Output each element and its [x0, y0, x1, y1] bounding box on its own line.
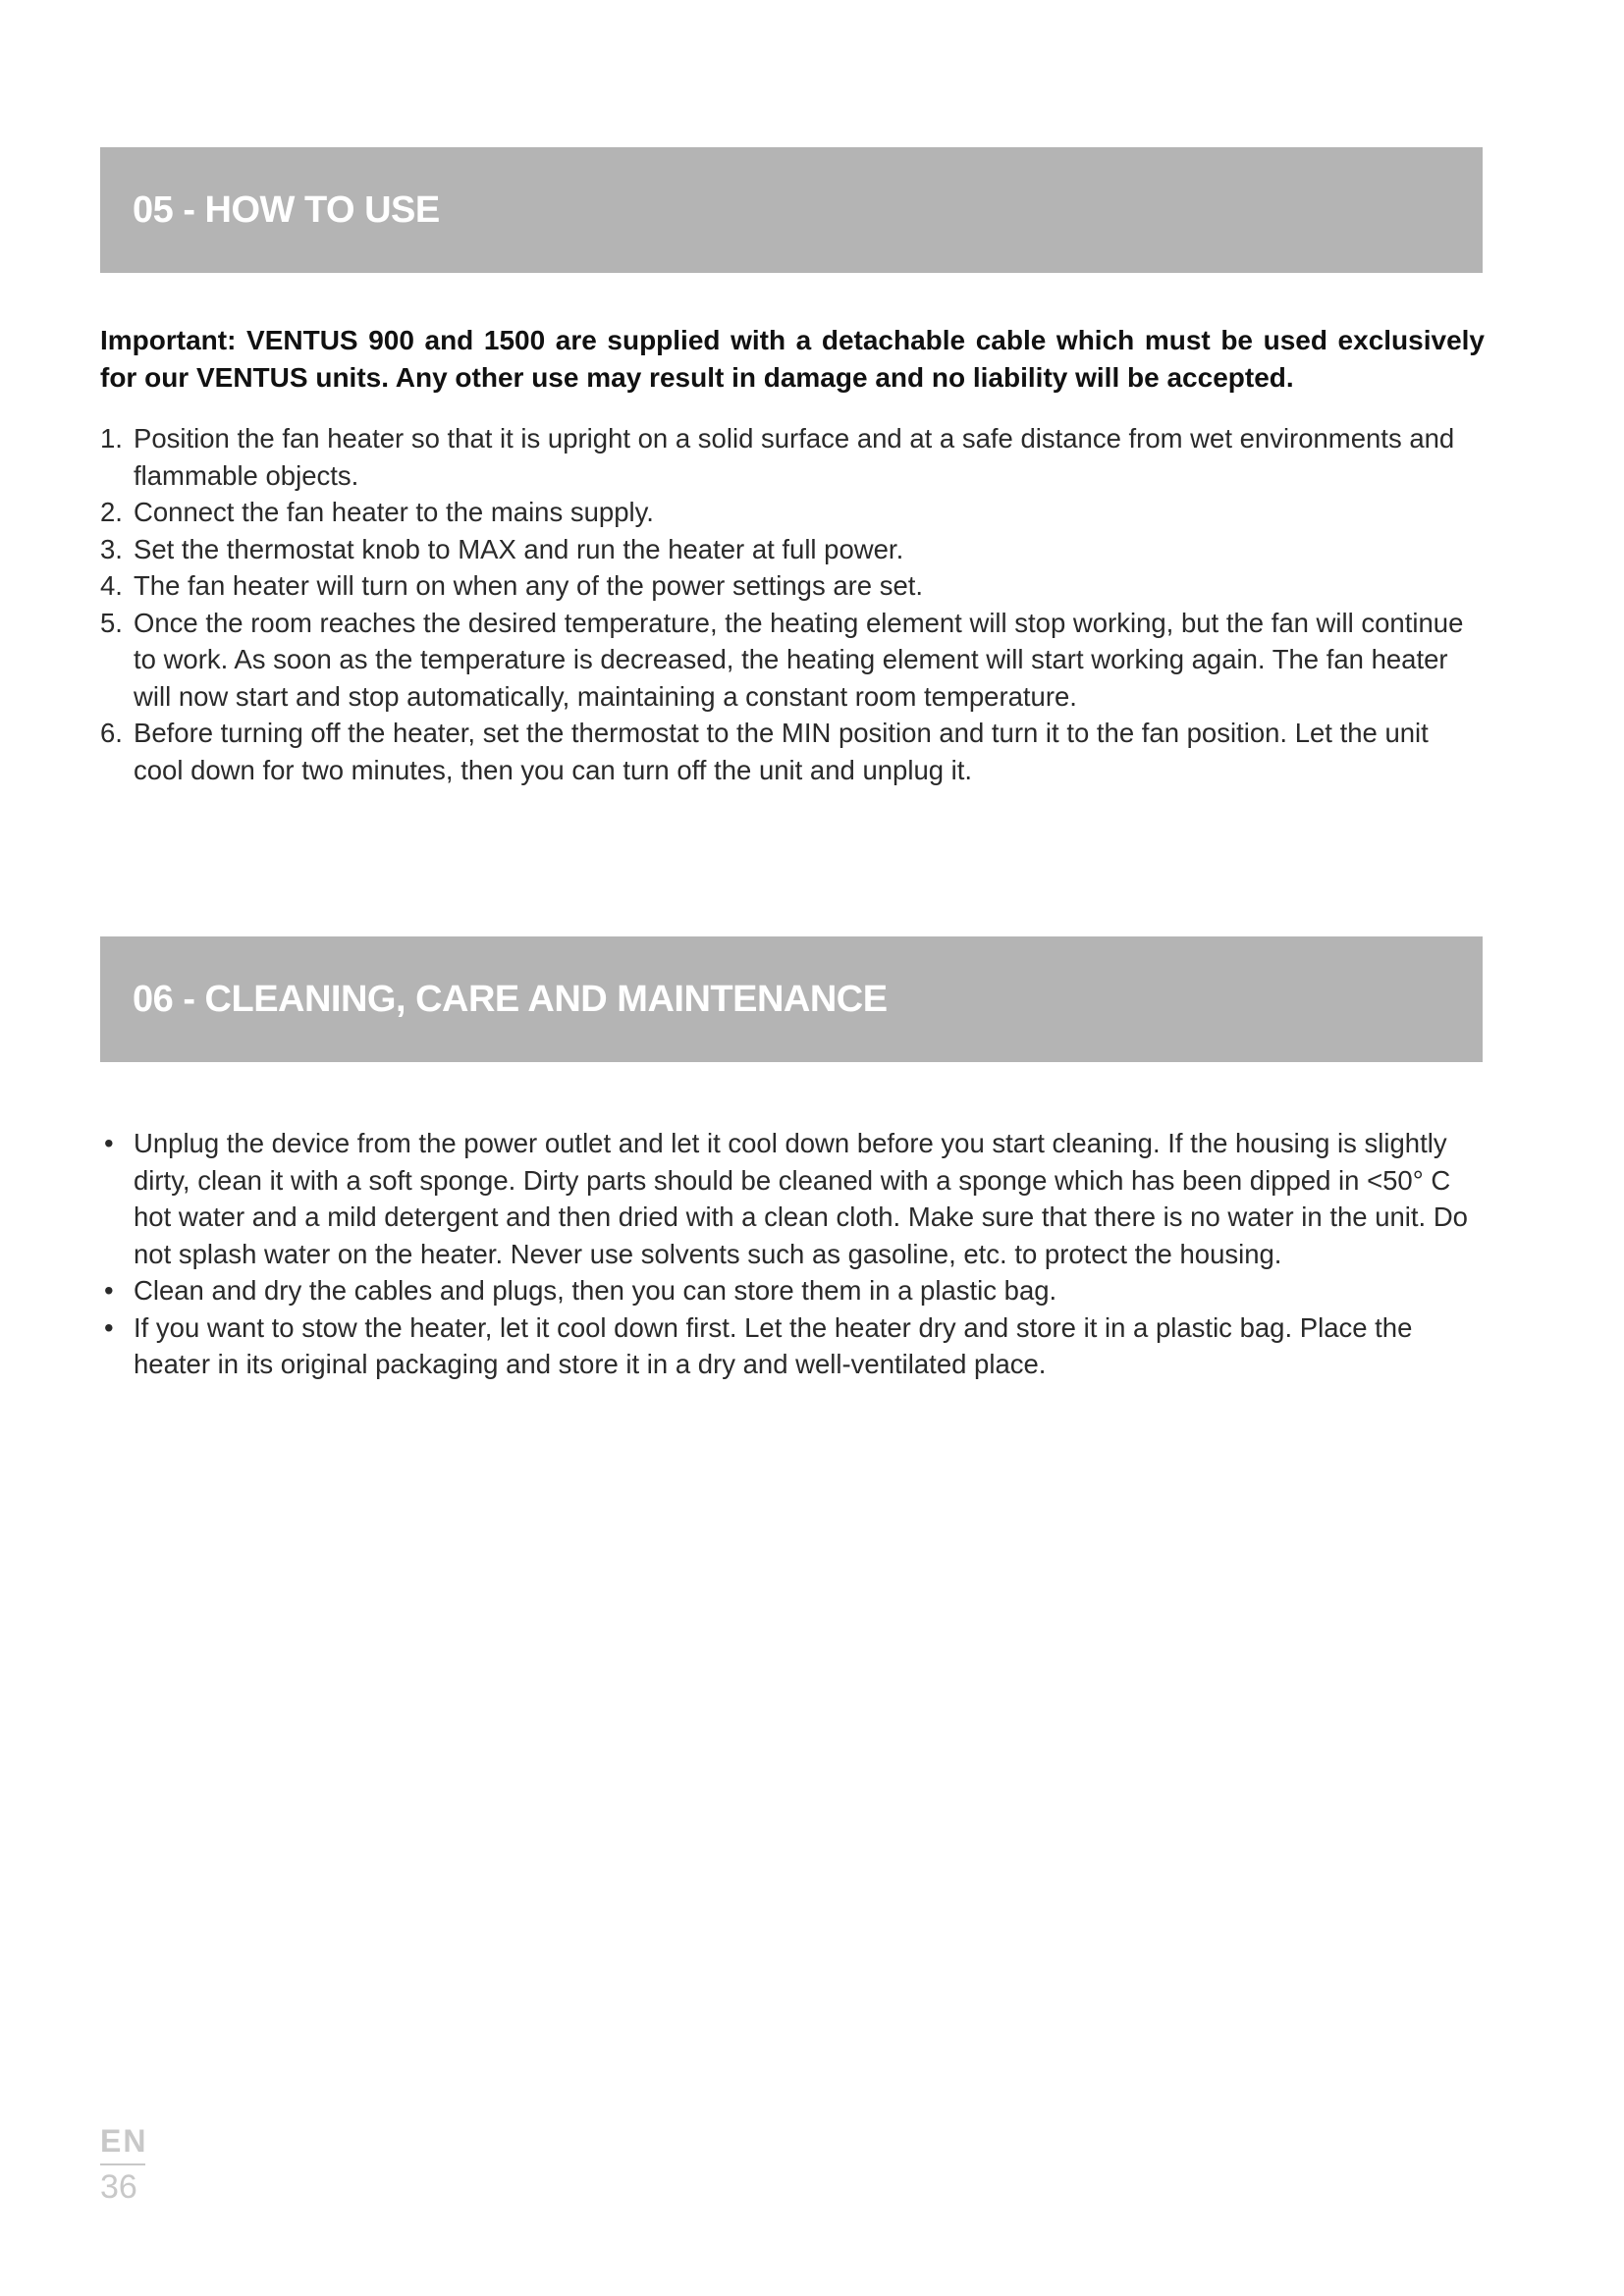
bullet-item [100, 1125, 1485, 1272]
step-text: The fan heater will turn on when any of the power settings are set. [134, 570, 924, 601]
bullet-text: Clean and dry the cables and plugs, then you can store them in a plastic bag. [134, 1275, 1057, 1306]
section-header-how-to-use [100, 147, 1483, 273]
bullet-mark: • [104, 1128, 114, 1158]
step-text: Position the fan heater so that it is upright on a solid surface and at a safe distance from wet environments and flammable objects. [134, 423, 1455, 491]
step-number: 5. [100, 607, 123, 638]
step-number: 1. [100, 423, 123, 454]
how-to-use-steps [100, 420, 1485, 788]
step-number: 2. [100, 497, 123, 527]
cleaning-bullets [100, 1125, 1485, 1383]
important-notice: Important: VENTUS 900 and 1500 are supplied with a detachable cable which must be used exclusively for our VENTUS units. Any other use may result in damage and no liability will be accepted. [100, 325, 1485, 393]
step-number: 4. [100, 570, 123, 601]
step-item [100, 605, 1485, 716]
footer-divider [100, 2163, 145, 2165]
step-item [100, 715, 1485, 788]
step-item [100, 567, 1485, 605]
step-item [100, 494, 1485, 531]
step-item [100, 531, 1485, 568]
bullet-mark: • [104, 1275, 114, 1306]
bullet-text: Unplug the device from the power outlet and let it cool down before you start cleaning. If the housing is slightly dirty, clean it with a soft sponge. Dirty parts should be cleaned with a sponge which has been dipped in <50° C hot water and a mild detergent and then dried with a clean cloth. Make sure that there is no water in the unit. Do not splash water on the heater. Never use solvents such as gasoline, etc. to protect the housing. [134, 1128, 1468, 1269]
language-code: EN [100, 2123, 148, 2159]
bullet-item [100, 1272, 1485, 1309]
page-number: 36 [100, 2168, 137, 2206]
bullet-mark: • [104, 1311, 114, 1343]
step-number: 6. [100, 718, 123, 748]
section-header-cleaning [100, 936, 1483, 1062]
section-title: 05 - HOW TO USE [133, 188, 440, 231]
bullet-item [100, 1309, 1485, 1383]
step-text: Before turning off the heater, set the thermostat to the MIN position and turn it to the fan position. Let the unit cool down for two minutes, then you can turn off the unit and unplug it. [134, 718, 1429, 785]
step-text: Set the thermostat knob to MAX and run the heater at full power. [134, 533, 904, 564]
section-title: 06 - CLEANING, CARE AND MAINTENANCE [133, 978, 888, 1020]
step-text: Connect the fan heater to the mains supply. [134, 497, 654, 527]
step-number: 3. [100, 533, 123, 564]
step-text: Once the room reaches the desired temperature, the heating element will stop working, but the fan will continue to work. As soon as the temperature is decreased, the heating element will start working again. The fan heater will now start and stop automatically, maintaining a constant room temperature. [134, 607, 1464, 712]
step-item [100, 420, 1485, 494]
bullet-text: If you want to stow the heater, let it cool down first. Let the heater dry and store it in a plastic bag. Place the heater in its original packaging and store it in a dry and well-ventilated place. [134, 1311, 1413, 1379]
